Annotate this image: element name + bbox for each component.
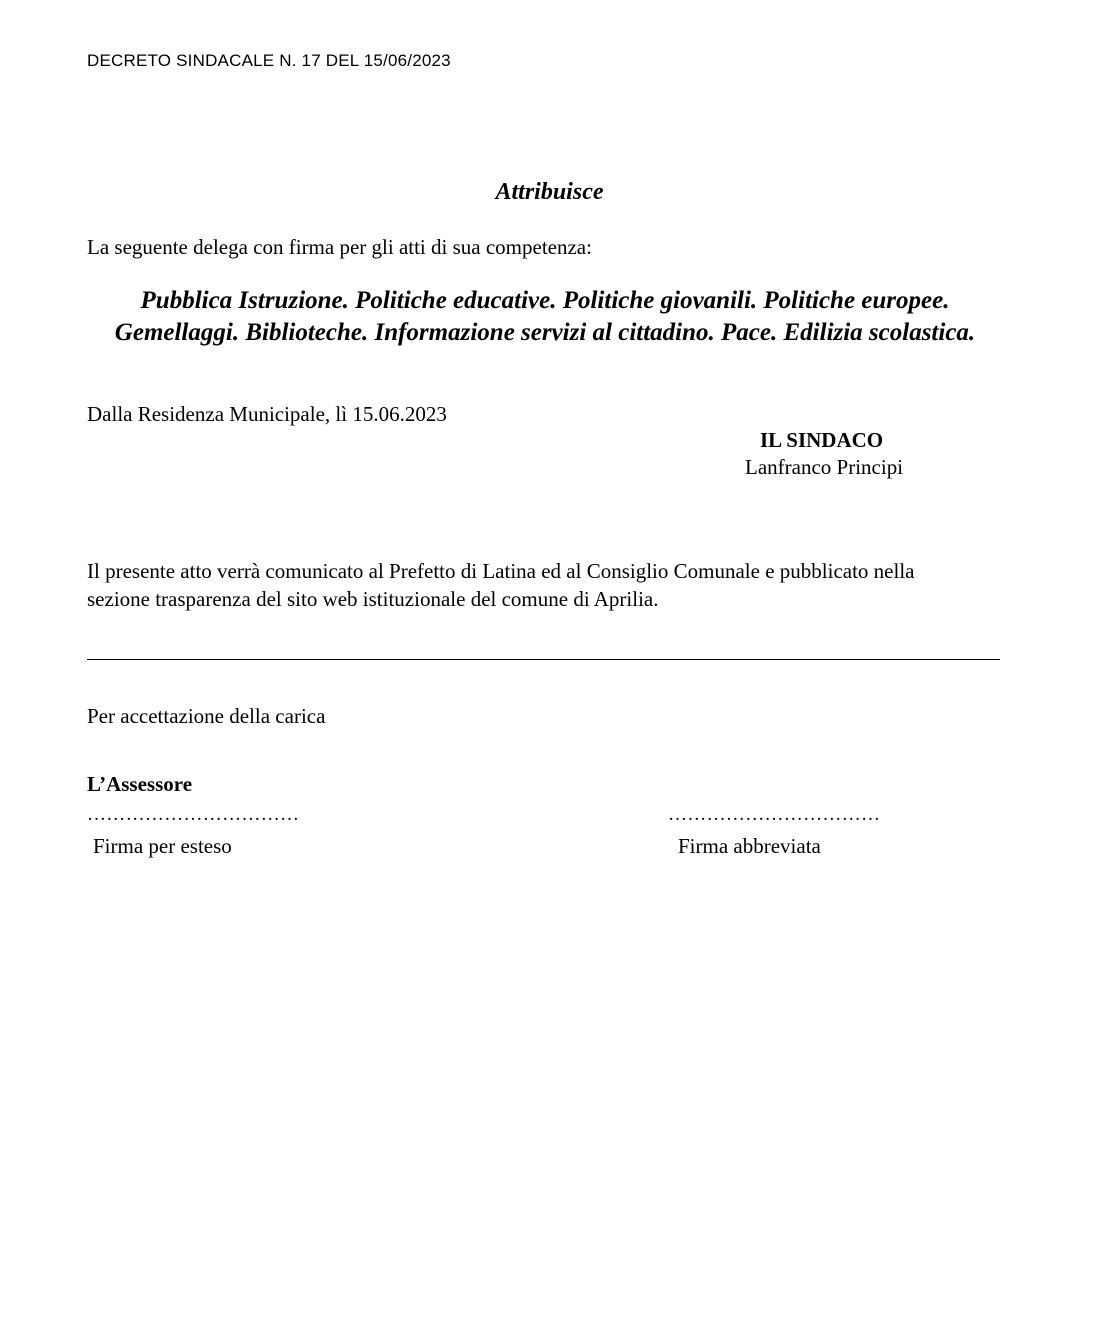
assessore-label: L’Assessore [87,772,193,796]
signature-line-abbreviated: …………………………… [668,804,881,825]
notice-line: sezione trasparenza del sito web istituzionale del comune di Aprilia. [87,587,659,611]
signature-label-full: Firma per esteso [93,834,232,858]
notice-line: Il presente atto verrà comunicato al Prefetto di Latina ed al Consiglio Comunale e pubblicato nella [87,559,915,583]
decree-header: DECRETO SINDACALE N. 17 DEL 15/06/2023 [87,51,451,70]
delegation-line: Gemellaggi. Biblioteche. Informazione servizi al cittadino. Pace. Edilizia scolastica. [114,319,976,346]
heading-attribuisce: Attribuisce [495,179,604,205]
signatory-name: Lanfranco Principi [745,455,904,479]
acceptance-text: Per accettazione della carica [87,704,326,728]
signatory-title: IL SINDACO [760,428,884,452]
place-date: Dalla Residenza Municipale, lì 15.06.2023 [87,402,447,426]
delegation-line: Pubblica Istruzione. Politiche educative. Politiche giovanili. Politiche europee. [140,287,950,314]
divider-line [87,659,1000,660]
intro-text: La seguente delega con firma per gli atti di sua competenza: [87,235,592,259]
signature-line-full: …………………………… [87,804,300,825]
signature-label-abbreviated: Firma abbreviata [678,834,821,858]
